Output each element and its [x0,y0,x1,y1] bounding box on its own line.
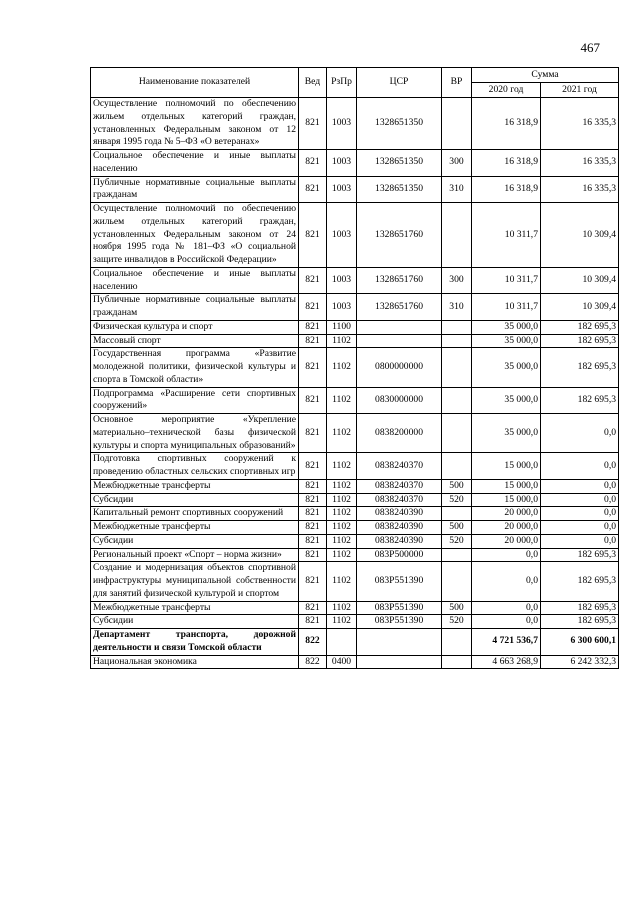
cell-csr: 083P551390 [357,601,442,615]
cell-y2020: 35 000,0 [472,334,541,348]
header-name: Наименование показателей [91,68,299,98]
cell-ved: 821 [299,294,327,321]
cell-y2021: 10 309,4 [541,294,619,321]
cell-vr [442,414,472,453]
cell-ved: 822 [299,629,327,656]
cell-y2020: 10 311,7 [472,294,541,321]
header-vr: ВР [442,68,472,98]
cell-ved: 821 [299,267,327,294]
cell-vr [442,320,472,334]
table-row [91,534,619,548]
cell-y2021: 6 300 600,1 [541,629,619,656]
cell-vr: 500 [442,521,472,535]
header-2021: 2021 год [541,83,619,98]
cell-vr [442,453,472,480]
table-row [91,493,619,507]
cell-csr: 0838240370 [357,479,442,493]
cell-vr [442,387,472,414]
cell-ved: 821 [299,453,327,480]
cell-vr [442,348,472,387]
cell-y2020: 15 000,0 [472,479,541,493]
cell-ved: 821 [299,334,327,348]
cell-csr: 0838240390 [357,507,442,521]
cell-ved: 821 [299,98,327,150]
cell-y2021: 10 309,4 [541,203,619,268]
cell-y2021: 10 309,4 [541,267,619,294]
table-row [91,267,619,294]
cell-ved: 821 [299,150,327,177]
cell-y2021: 182 695,3 [541,601,619,615]
cell-csr [357,320,442,334]
table-row [91,203,619,268]
cell-csr: 1328651350 [357,150,442,177]
cell-y2021: 182 695,3 [541,334,619,348]
cell-csr: 1328651760 [357,203,442,268]
cell-y2021: 182 695,3 [541,548,619,562]
cell-csr: 0838240390 [357,521,442,535]
header-csr: ЦСР [357,68,442,98]
table-row [91,655,619,669]
cell-name: Осуществление полномочий по обеспечению жильем отдельных категорий граждан, установленных Федеральным законом от 24 ноября 1995 года № 181–ФЗ «О социальной защите инвалидов в Российской Федерации» [91,203,299,268]
cell-rzpr [327,629,357,656]
cell-rzpr: 1102 [327,507,357,521]
cell-y2021: 182 695,3 [541,320,619,334]
table-row [91,176,619,203]
cell-y2021: 0,0 [541,534,619,548]
cell-rzpr: 1100 [327,320,357,334]
table-row [91,615,619,629]
cell-name: Осуществление полномочий по обеспечению жильем отдельных категорий граждан, установленных Федеральным законом от 12 января 1995 года № 5–ФЗ «О ветеранах» [91,98,299,150]
table-row [91,98,619,150]
table-row [91,453,619,480]
cell-csr: 1328651760 [357,267,442,294]
cell-y2021: 6 242 332,3 [541,655,619,669]
cell-vr [442,334,472,348]
cell-csr: 0838200000 [357,414,442,453]
cell-rzpr: 1102 [327,453,357,480]
cell-ved: 822 [299,655,327,669]
cell-name: Государственная программа «Развитие молодежной политики, физической культуры и спорта в Томской области» [91,348,299,387]
cell-name: Национальная экономика [91,655,299,669]
table-row [91,507,619,521]
cell-ved: 821 [299,320,327,334]
cell-name: Физическая культура и спорт [91,320,299,334]
cell-name: Межбюджетные трансферты [91,521,299,535]
cell-vr: 520 [442,493,472,507]
table-row [91,387,619,414]
cell-vr: 300 [442,150,472,177]
cell-rzpr: 1102 [327,562,357,601]
cell-csr [357,655,442,669]
cell-ved: 821 [299,521,327,535]
cell-name: Подпрограмма «Расширение сети спортивных сооружений» [91,387,299,414]
cell-y2020: 4 721 536,7 [472,629,541,656]
cell-rzpr: 1102 [327,615,357,629]
cell-y2021: 16 335,3 [541,150,619,177]
cell-y2021: 0,0 [541,493,619,507]
cell-rzpr: 1003 [327,203,357,268]
budget-table [90,67,619,669]
cell-csr: 0838240370 [357,453,442,480]
cell-rzpr: 1003 [327,176,357,203]
cell-y2020: 15 000,0 [472,453,541,480]
cell-vr: 520 [442,615,472,629]
cell-vr [442,629,472,656]
cell-name: Социальное обеспечение и иные выплаты населению [91,150,299,177]
cell-y2021: 0,0 [541,453,619,480]
cell-rzpr: 1003 [327,294,357,321]
cell-vr: 310 [442,176,472,203]
header-rzpr: РзПр [327,68,357,98]
cell-ved: 821 [299,562,327,601]
table-row [91,629,619,656]
cell-csr: 0830000000 [357,387,442,414]
cell-ved: 821 [299,507,327,521]
cell-csr: 1328651350 [357,176,442,203]
cell-csr: 0838240390 [357,534,442,548]
cell-csr: 083P551390 [357,615,442,629]
cell-name: Капитальный ремонт спортивных сооружений [91,507,299,521]
cell-vr [442,203,472,268]
cell-y2021: 0,0 [541,521,619,535]
cell-vr [442,562,472,601]
table-row [91,521,619,535]
cell-ved: 821 [299,203,327,268]
cell-rzpr: 1102 [327,387,357,414]
cell-y2020: 20 000,0 [472,521,541,535]
cell-csr: 083P551390 [357,562,442,601]
cell-y2020: 4 663 268,9 [472,655,541,669]
cell-y2020: 35 000,0 [472,348,541,387]
cell-csr: 083P500000 [357,548,442,562]
cell-csr: 1328651760 [357,294,442,321]
cell-y2020: 20 000,0 [472,534,541,548]
cell-y2021: 182 695,3 [541,387,619,414]
cell-rzpr: 1102 [327,414,357,453]
table-row [91,320,619,334]
cell-y2020: 20 000,0 [472,507,541,521]
cell-rzpr: 1102 [327,534,357,548]
page-number: 467 [580,40,600,55]
cell-y2020: 15 000,0 [472,493,541,507]
cell-rzpr: 1102 [327,479,357,493]
header-2020: 2020 год [472,83,541,98]
cell-y2020: 35 000,0 [472,414,541,453]
cell-vr: 300 [442,267,472,294]
cell-y2021: 182 695,3 [541,615,619,629]
cell-y2020: 0,0 [472,615,541,629]
cell-y2020: 35 000,0 [472,320,541,334]
cell-rzpr: 1102 [327,348,357,387]
cell-csr: 1328651350 [357,98,442,150]
cell-y2020: 0,0 [472,562,541,601]
cell-y2021: 0,0 [541,479,619,493]
cell-y2020: 0,0 [472,548,541,562]
cell-name: Межбюджетные трансферты [91,479,299,493]
cell-y2020: 0,0 [472,601,541,615]
table-row [91,562,619,601]
cell-name: Субсидии [91,534,299,548]
cell-y2020: 10 311,7 [472,203,541,268]
cell-rzpr: 1102 [327,548,357,562]
cell-name: Публичные нормативные социальные выплаты гражданам [91,176,299,203]
cell-vr [442,98,472,150]
table-row [91,479,619,493]
table-row [91,548,619,562]
cell-vr: 500 [442,479,472,493]
cell-vr [442,548,472,562]
header-sum: Сумма [472,68,619,83]
cell-name: Основное мероприятие «Укрепление материально–технической базы физической культуры и спорта муниципальных образований» [91,414,299,453]
cell-y2020: 16 318,9 [472,176,541,203]
cell-name: Создание и модернизация объектов спортивной инфраструктуры муниципальной собственности для занятий физической культурой и спортом [91,562,299,601]
table-row [91,294,619,321]
cell-y2020: 16 318,9 [472,98,541,150]
table-row [91,414,619,453]
cell-y2021: 0,0 [541,414,619,453]
cell-ved: 821 [299,548,327,562]
cell-vr: 520 [442,534,472,548]
cell-csr: 0838240370 [357,493,442,507]
cell-ved: 821 [299,176,327,203]
cell-name: Департамент транспорта, дорожной деятельности и связи Томской области [91,629,299,656]
cell-csr [357,334,442,348]
cell-name: Региональный проект «Спорт – норма жизни» [91,548,299,562]
cell-ved: 821 [299,493,327,507]
cell-rzpr: 1102 [327,493,357,507]
table-row [91,150,619,177]
table-row [91,601,619,615]
cell-y2020: 16 318,9 [472,150,541,177]
cell-y2020: 10 311,7 [472,267,541,294]
cell-y2020: 35 000,0 [472,387,541,414]
cell-ved: 821 [299,387,327,414]
cell-vr: 500 [442,601,472,615]
cell-rzpr: 1003 [327,98,357,150]
cell-y2021: 16 335,3 [541,176,619,203]
cell-rzpr: 1102 [327,521,357,535]
table-row [91,348,619,387]
cell-rzpr: 1102 [327,334,357,348]
cell-name: Субсидии [91,615,299,629]
cell-rzpr: 1102 [327,601,357,615]
cell-name: Подготовка спортивных сооружений к проведению областных сельских спортивных игр [91,453,299,480]
cell-vr [442,507,472,521]
cell-ved: 821 [299,534,327,548]
cell-rzpr: 1003 [327,267,357,294]
cell-y2021: 182 695,3 [541,348,619,387]
cell-name: Массовый спорт [91,334,299,348]
cell-csr: 0800000000 [357,348,442,387]
cell-rzpr: 1003 [327,150,357,177]
cell-vr [442,655,472,669]
table-row [91,334,619,348]
cell-ved: 821 [299,615,327,629]
cell-name: Межбюджетные трансферты [91,601,299,615]
cell-ved: 821 [299,601,327,615]
cell-y2021: 16 335,3 [541,98,619,150]
cell-vr: 310 [442,294,472,321]
header-ved: Вед [299,68,327,98]
cell-name: Публичные нормативные социальные выплаты гражданам [91,294,299,321]
cell-name: Субсидии [91,493,299,507]
cell-ved: 821 [299,414,327,453]
cell-ved: 821 [299,348,327,387]
cell-rzpr: 0400 [327,655,357,669]
cell-ved: 821 [299,479,327,493]
cell-csr [357,629,442,656]
cell-y2021: 182 695,3 [541,562,619,601]
cell-name: Социальное обеспечение и иные выплаты населению [91,267,299,294]
cell-y2021: 0,0 [541,507,619,521]
